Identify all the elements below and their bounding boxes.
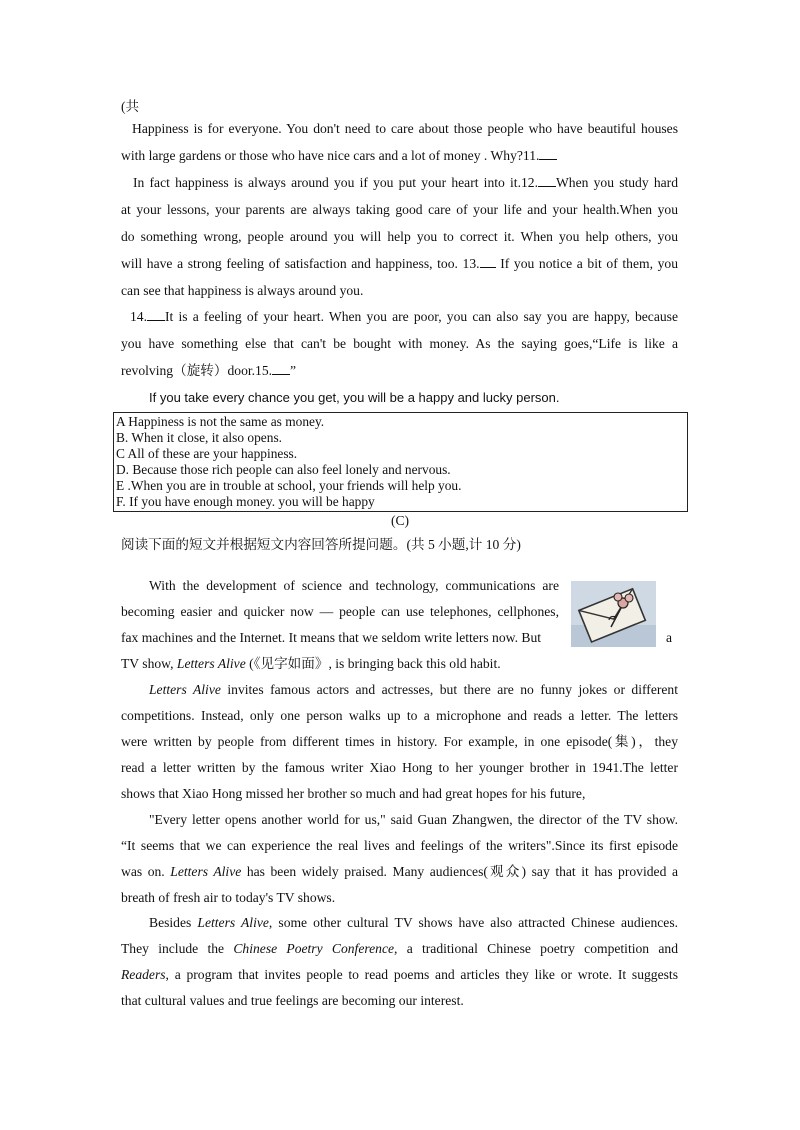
passage-b-line: at your lessons, your parents are always taking good care of your life and your health.When you	[121, 202, 678, 217]
passage-b-line: do something wrong, people around you will help you to correct it. When you help others, you	[121, 229, 678, 244]
passage-c-line: becoming easier and quicker now — people can use telephones, cellphones,	[121, 604, 559, 619]
passage-c-line: Letters Alive invites famous actors and actresses, but there are no funny jokes or different	[149, 682, 678, 697]
passage-c-line: was on. Letters Alive has been widely praised. Many audiences(观众) say that it has provided a	[121, 864, 678, 879]
blank-14[interactable]	[147, 310, 165, 321]
blank-12[interactable]	[538, 176, 556, 187]
passage-c-line: fax machines and the Internet. It means that we seldom write letters now. But	[121, 630, 542, 645]
passage-c-line: a	[666, 630, 673, 645]
passage-c-line: that cultural values and true feelings are becoming our interest.	[121, 993, 464, 1008]
passage-b-line: will have a strong feeling of satisfaction and happiness, too. 13. If you notice a bit of them, you	[121, 256, 678, 271]
option-c: C All of these are your happiness.	[116, 446, 298, 461]
passage-c-line: shows that Xiao Hong missed her brother so much and had great hopes for his future,	[121, 786, 586, 801]
option-b: B. When it close, it also opens.	[116, 430, 282, 445]
option-a: A Happiness is not the same as money.	[116, 414, 325, 429]
show-title: Letters Alive	[197, 915, 269, 930]
passage-c-line: They include the Chinese Poetry Conference, a traditional Chinese poetry competition and	[121, 941, 678, 956]
top-fragment: (共	[121, 99, 140, 114]
show-title: Letters Alive	[149, 682, 221, 697]
section-c-instruction: 阅读下面的短文并根据短文内容回答所提问题。(共 5 小题,计 10 分)	[121, 537, 521, 552]
passage-c-line: TV show, Letters Alive (《见字如面》, is bringing back this old habit.	[121, 656, 501, 671]
passage-b-line: revolving（旋转）door.15. ”	[121, 363, 297, 378]
blank-11[interactable]	[539, 149, 557, 160]
blank-13[interactable]	[480, 257, 496, 268]
option-d: D. Because those rich people can also feel lonely and nervous.	[116, 462, 451, 477]
show-title: Chinese Poetry Conference	[233, 941, 395, 956]
passage-b-line: 14. It is a feeling of your heart. When you are poor, you can also say you are happy, because	[130, 309, 678, 324]
envelope-image	[571, 581, 656, 647]
passage-c-line: "Every letter opens another world for us," said Guan Zhangwen, the director of the TV show.	[149, 812, 678, 827]
passage-c-line: read a letter written by the famous writer Xiao Hong to her younger brother in 1941.The letter	[121, 760, 678, 775]
passage-c-line: breath of fresh air to today's TV shows.	[121, 890, 336, 905]
passage-b-line: In fact happiness is always around you if you put your heart into it.12. When you study hard	[133, 175, 678, 190]
options-box	[113, 412, 688, 512]
passage-c-line: Readers, a program that invites people to read poems and articles they like or wrote. It suggests	[121, 967, 678, 982]
passage-c-line: “It seems that we can experience the real lives and feelings of the writers".Since its first episode	[121, 838, 678, 853]
show-title: Letters Alive	[176, 656, 246, 671]
passage-c-line: With the development of science and technology, communications are	[149, 578, 559, 593]
passage-b-line: you have something else that can't be bought with money. As the saying goes,“Life is like a	[121, 336, 678, 351]
passage-b-line: If you take every chance you get, you will be a happy and lucky person.	[149, 390, 560, 405]
passage-c-line: were written by people from different times in history. For example, in one episode(集)，they	[121, 734, 678, 749]
option-e: E .When you are in trouble at school, your friends will help you.	[116, 478, 462, 493]
blank-15[interactable]	[272, 364, 290, 375]
show-title: Readers	[121, 967, 166, 982]
passage-b-line: with large gardens or those who have nice cars and a lot of money . Why?11.	[121, 147, 557, 165]
section-label-c: (C)	[390, 513, 410, 528]
option-f: F. If you have enough money. you will be happy	[116, 494, 375, 509]
passage-b-line: can see that happiness is always around you.	[121, 283, 364, 298]
passage-c-line: Besides Letters Alive, some other cultural TV shows have also attracted Chinese audiences.	[149, 915, 679, 930]
passage-b-line: Happiness is for everyone. You don't need to care about those people who have beautiful houses	[132, 121, 678, 136]
passage-c-line: competitions. Instead, only one person walks up to a microphone and reads a letter. The letters	[121, 708, 678, 723]
show-title: Letters Alive	[170, 864, 242, 879]
